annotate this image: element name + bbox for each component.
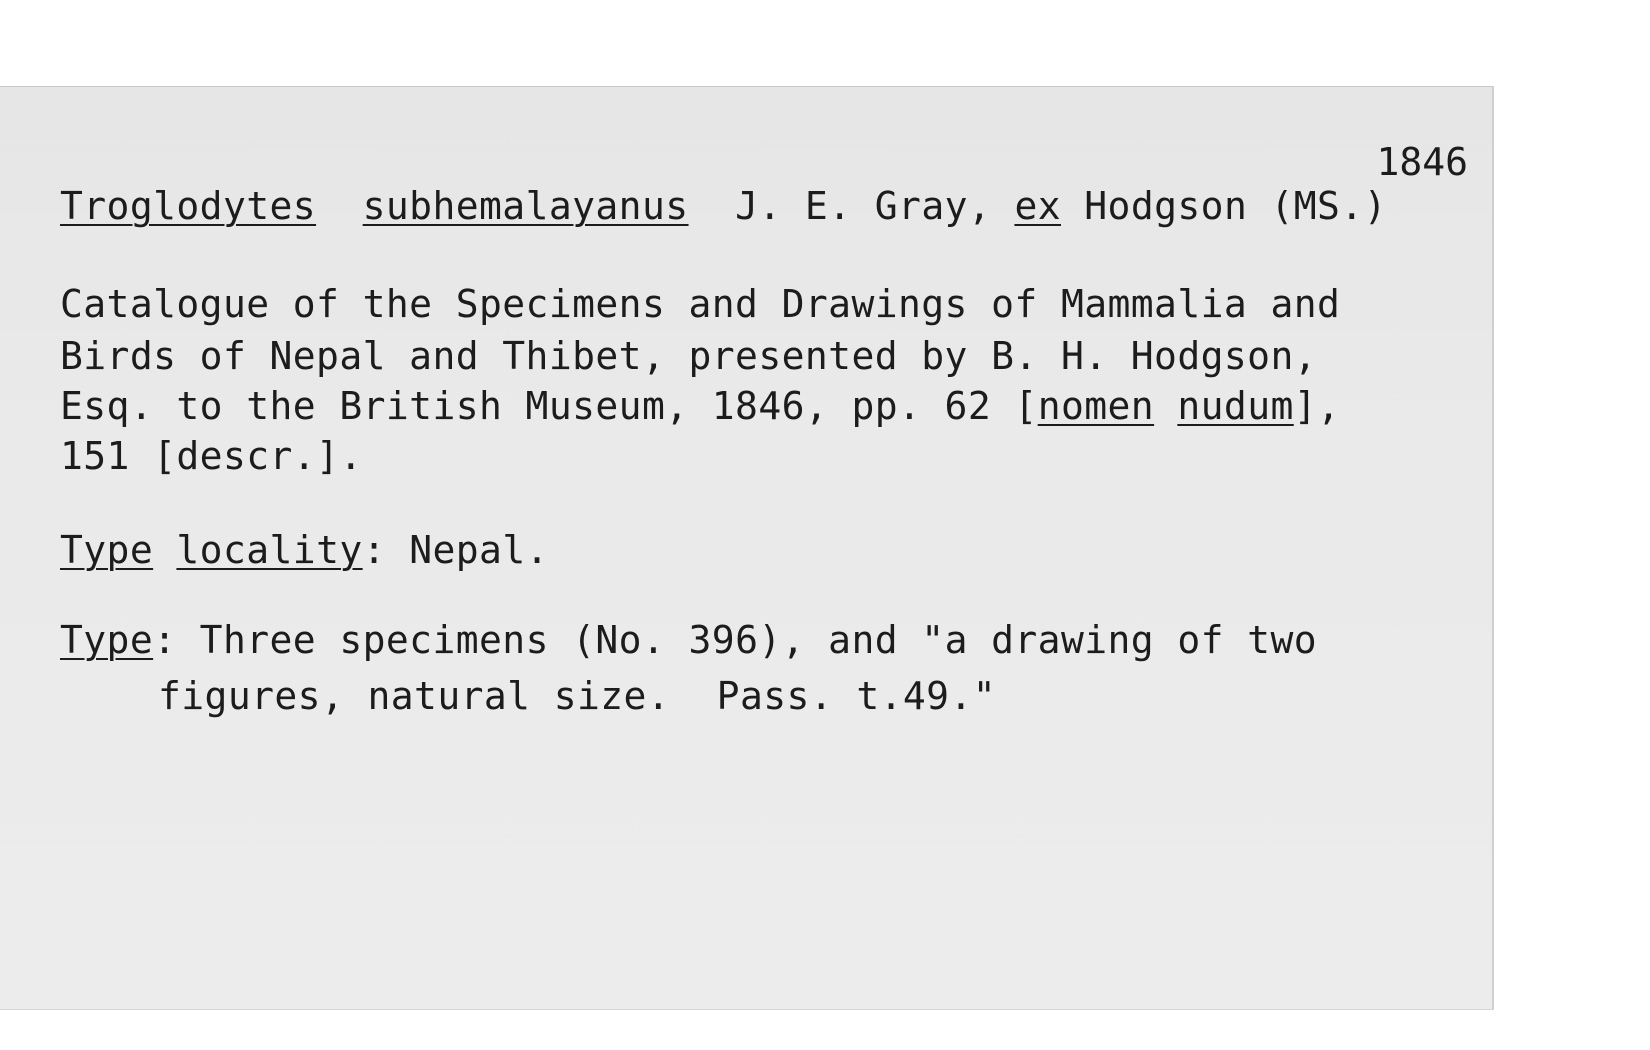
type-line-1	[60, 618, 1318, 662]
heading-line	[60, 184, 1387, 228]
author-post: Hodgson (MS.)	[1084, 184, 1387, 228]
type-line-2: figures, natural size. Pass. t.49."	[158, 674, 997, 718]
type-locality-colon: :	[362, 528, 386, 572]
citation-line-1: Catalogue of the Specimens and Drawings of Mammalia and	[60, 282, 1341, 326]
type-locality-label-1: Type	[60, 528, 154, 572]
type-locality-value: Nepal.	[409, 528, 549, 572]
genus-name: Troglodytes	[60, 184, 317, 228]
author-pre: J. E. Gray,	[735, 184, 992, 228]
nudum-word: nudum	[1177, 384, 1294, 428]
type-locality-line	[60, 528, 549, 572]
type-locality-label-2: locality	[176, 528, 363, 572]
citation-line-3-post: ],	[1293, 384, 1341, 428]
citation-line-3-pre: Esq. to the British Museum, 1846, pp. 62 [	[60, 384, 1038, 428]
type-label: Type	[60, 618, 154, 662]
type-text-1: : Three specimens (No. 396), and "a drawing of two	[153, 618, 1318, 662]
nomen-word: nomen	[1037, 384, 1155, 428]
year-label: 1846	[1376, 140, 1468, 184]
citation-line-4: 151 [descr.].	[60, 434, 363, 478]
citation-line-3	[60, 384, 1341, 428]
index-card	[0, 86, 1494, 1010]
species-name: subhemalayanus	[362, 184, 689, 228]
ex-word: ex	[1014, 184, 1061, 228]
citation-line-2: Birds of Nepal and Thibet, presented by B. H. Hodgson,	[60, 334, 1318, 378]
